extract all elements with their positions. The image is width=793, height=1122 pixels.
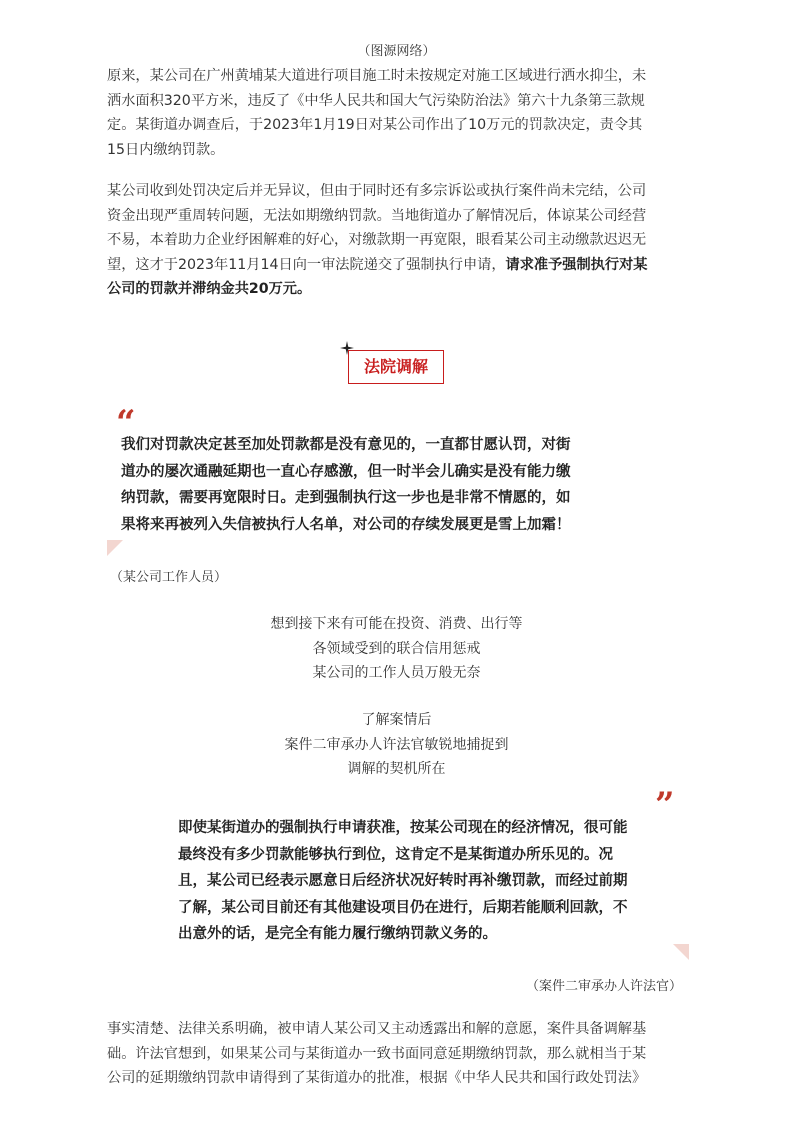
quote-judge — [178, 815, 628, 948]
quote-attribution: （案件二审承办人许法官） — [526, 979, 683, 994]
text-line: 础。许法官想到，如果某公司与某街道办一致书面同意延期缴纳罚款，那么就相当于某 — [107, 1045, 647, 1062]
quote-line: 纳罚款，需要再宽限时日。走到强制执行这一步也是非常不情愿的，如 — [121, 490, 571, 506]
text-line: 不易，本着助力企业纾困解难的好心，对缴款期一再宽限，眼看某公司主动缴款迟迟无 — [107, 232, 647, 248]
text-line: 想到接下来有可能在投资、消费、出行等 — [270, 616, 523, 632]
quote-line: 果将来再被列入失信被执行人名单，对公司的存续发展更是雪上加霜！ — [121, 516, 571, 533]
image-caption: （图源网络） — [357, 44, 436, 59]
text-line: 某公司的工作人员万般无奈 — [312, 665, 481, 681]
text-line: 公司的延期缴纳罚款申请得到了某街道办的批准，根据《中华人民共和国行政处罚法》 — [107, 1070, 647, 1086]
quote-attribution: （某公司工作人员） — [110, 570, 228, 585]
corner-decoration — [107, 540, 123, 556]
text-line: 案件二审承办人许法官敏锐地捕捉到 — [284, 736, 509, 753]
text-line: 了解案情后 — [361, 712, 432, 728]
text-emphasis: 公司的罚款并滞纳金共20万元。 — [107, 281, 312, 297]
text-line: 15日内缴纳罚款。 — [107, 141, 225, 158]
text-normal: 望，这才于2023年11月14日向一审法院递交了强制执行申请， — [107, 256, 506, 273]
center-text-block — [0, 612, 793, 686]
text-line — [107, 277, 689, 302]
quote-line: 最终没有多少罚款能够执行到位，这肯定不是某街道办所乐见的。况 — [178, 846, 613, 863]
quote-line: 道办的屡次通融延期也一直心存感激，但一时半会儿确实是没有能力缴 — [121, 463, 571, 480]
center-text-block — [0, 708, 793, 782]
text-line — [107, 253, 689, 278]
quote-line: 了解，某公司目前还有其他建设项目仍在进行，后期若能顺利回款，不 — [178, 899, 628, 916]
quote-line: 且，某公司已经表示愿意日后经济状况好转时再补缴罚款，而经过前期 — [178, 873, 628, 889]
closing-paragraph — [107, 1017, 689, 1091]
quote-line: 出意外的话，是完全有能力履行缴纳罚款义务的。 — [178, 926, 497, 942]
text-line: 调解的契机所在 — [347, 761, 446, 777]
corner-decoration — [673, 944, 689, 960]
text-line: 洒水面积320平方米，违反了《中华人民共和国大气污染防治法》第六十九条第三款规 — [107, 92, 645, 109]
text-line: 某公司收到处罚决定后并无异议，但由于同时还有多宗诉讼或执行案件尚未完结，公司 — [107, 183, 647, 199]
text-line: 事实清楚、法律关系明确，被申请人某公司又主动透露出和解的意愿，案件具备调解基 — [107, 1021, 647, 1037]
quote-line: 我们对罚款决定甚至加处罚款都是没有意见的，一直都甘愿认罚，对街 — [121, 437, 571, 453]
quote-staff — [121, 432, 571, 538]
text-line: 原来，某公司在广州黄埔某大道进行项目施工时未按规定对施工区域进行洒水抑尘，未 — [107, 68, 647, 84]
text-line: 资金出现严重周转问题，无法如期缴纳罚款。当地街道办了解情况后，体谅某公司经营 — [107, 207, 647, 224]
text-line: 各领域受到的联合信用惩戒 — [312, 640, 481, 657]
quote-line: 即使某街道办的强制执行申请获准，按某公司现在的经济情况，很可能 — [178, 820, 628, 836]
second-paragraph — [107, 179, 689, 302]
section-heading: 法院调解 — [348, 350, 444, 384]
intro-paragraph — [107, 64, 689, 162]
text-line: 定。某街道办调查后，于2023年1月19日对某公司作出了10万元的罚款决定，责令其 — [107, 117, 643, 133]
text-emphasis: 请求准予强制执行对某 — [505, 256, 648, 273]
open-quote-icon: “ — [116, 403, 136, 443]
close-quote-icon: ” — [655, 785, 675, 825]
